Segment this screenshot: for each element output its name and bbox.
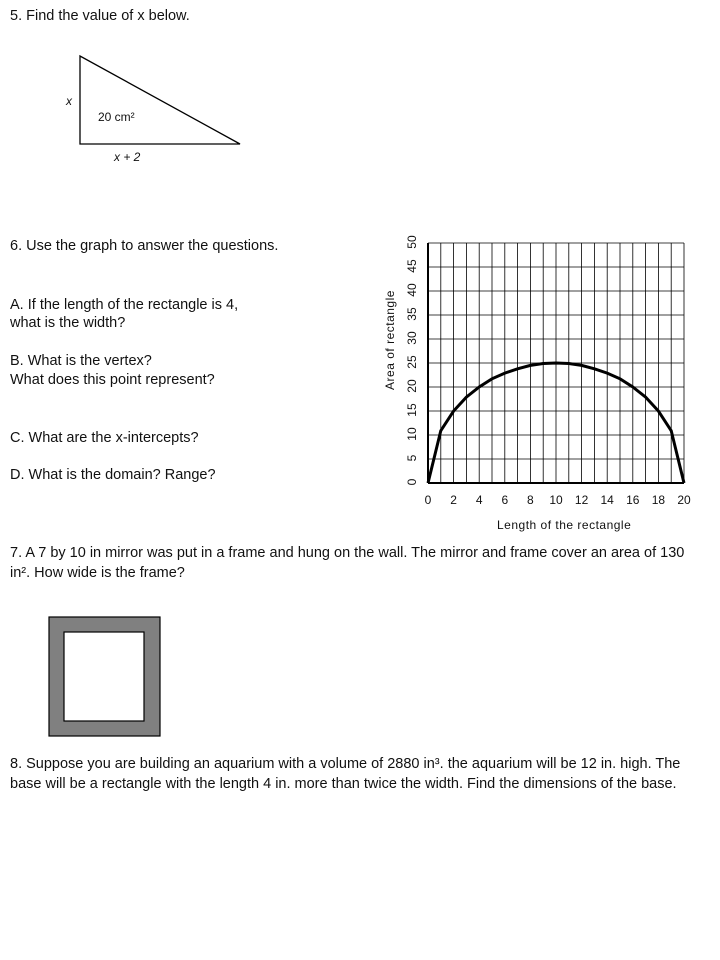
y-tick-label: 0	[405, 478, 419, 486]
y-tick-label: 25	[405, 355, 419, 369]
triangle-side-label: x	[66, 94, 72, 108]
triangle-base-label: x + 2	[114, 150, 141, 164]
x-tick-label: 18	[651, 493, 666, 507]
x-tick-label: 14	[600, 493, 614, 507]
q5-prompt: 5. Find the value of x below.	[10, 8, 190, 24]
right-triangle-figure	[70, 50, 250, 150]
x-tick-label: 0	[424, 493, 432, 507]
q6-c: C. What are the x-intercepts?	[10, 430, 199, 446]
y-tick-label: 10	[405, 427, 419, 441]
q6-b-line2: What does this point represent?	[10, 372, 215, 388]
q7-text: 7. A 7 by 10 in mirror was put in a frame and hung on the wall. The mirror and frame cover an area of 130 in². How wide is the frame?	[10, 545, 685, 581]
x-tick-label: 16	[626, 493, 640, 507]
y-tick-label: 5	[405, 454, 419, 462]
x-tick-label: 20	[677, 493, 691, 507]
q6-b-line1: B. What is the vertex?	[10, 353, 152, 369]
q6-d: D. What is the domain? Range?	[10, 467, 216, 483]
triangle-area-label: 20 cm²	[98, 110, 135, 124]
mirror-frame-figure	[48, 616, 162, 738]
x-axis-label: Length of the rectangle	[497, 518, 632, 532]
y-axis-label: Area of rectangle	[383, 290, 397, 390]
mirror-inner	[64, 632, 144, 721]
y-tick-label: 30	[405, 331, 419, 345]
y-tick-label: 40	[405, 283, 419, 297]
triangle-shape	[80, 56, 240, 144]
y-tick-label: 50	[405, 235, 419, 249]
q6-a-line2: what is the width?	[10, 315, 126, 331]
x-tick-label: 2	[450, 493, 457, 507]
q6-prompt: 6. Use the graph to answer the questions.	[10, 238, 279, 254]
y-tick-label: 15	[405, 403, 419, 417]
y-tick-label: 45	[405, 259, 419, 273]
x-tick-label: 10	[549, 493, 563, 507]
y-tick-label: 35	[405, 307, 419, 321]
q8-text: 8. Suppose you are building an aquarium with a volume of 2880 in³. the aquarium will be 12 in. high. The base will be a rectangle with the length 4 in. more than twice the width. Find the dimensions of the base.	[10, 756, 681, 792]
q6-a-line1: A. If the length of the rectangle is 4,	[10, 297, 239, 313]
x-tick-label: 12	[574, 493, 589, 507]
area-chart	[426, 241, 686, 485]
x-tick-label: 4	[475, 493, 483, 507]
y-tick-label: 20	[405, 379, 419, 393]
x-tick-label: 6	[501, 493, 509, 507]
x-tick-label: 8	[527, 493, 534, 507]
